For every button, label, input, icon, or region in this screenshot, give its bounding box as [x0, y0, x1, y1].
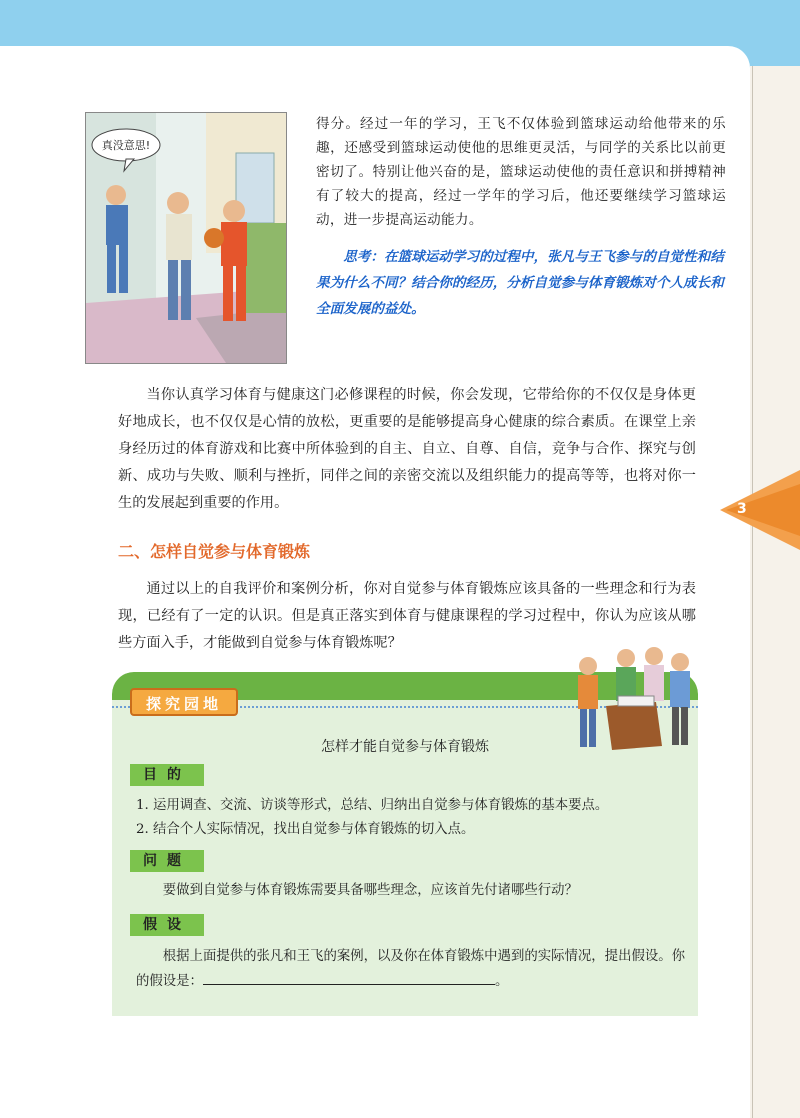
explore-title: 怎样才能自觉参与体育锻炼	[321, 739, 489, 755]
spine-line	[752, 66, 753, 1118]
purpose-label: 目的	[130, 764, 204, 786]
explore-badge: 探究园地	[130, 688, 238, 716]
hypothesis-prompt: 根据上面提供的张凡和王飞的案例，以及你在体育锻炼中遇到的实际情况，提出假设。你的假设是：	[136, 949, 686, 989]
hypothesis-end: 。	[494, 974, 509, 989]
purpose-item-1: 1. 运用调查、交流、访谈等形式，总结、归纳出自觉参与体育锻炼的基本要点。	[136, 798, 609, 813]
question-label: 问题	[130, 850, 204, 872]
question-text: 要做到自觉参与体育锻炼需要具备哪些理念，应该首先付诸哪些行动？	[162, 883, 578, 898]
illustration-students-walking	[85, 112, 287, 364]
purpose-item-2: 2. 结合个人实际情况，找出自觉参与体育锻炼的切入点。	[136, 822, 475, 837]
page-spine	[750, 66, 800, 1118]
hypothesis-text	[136, 944, 692, 994]
illustration-group-discussion	[566, 636, 696, 754]
section-title: 二、怎样自觉参与体育锻炼	[118, 542, 311, 561]
body-paragraph-2: 通过以上的自我评价和案例分析，你对自觉参与体育锻炼应该具备的一些理念和行为表现，已经有了一定的认识。但是真正落实到体育与健康课程的学习过程中，你认为应该从哪些方面入手，才能做到自觉参与体育锻炼呢？	[118, 581, 696, 651]
hypothesis-label: 假设	[130, 914, 204, 936]
illustration-drawing	[86, 113, 286, 363]
think-prompt: 思考：在篮球运动学习的过程中，张凡与王飞参与的自觉性和结果为什么不同？结合你的经历，分析自觉参与体育锻炼对个人成长和全面发展的益处。	[316, 249, 724, 317]
hypothesis-blank[interactable]	[203, 972, 495, 985]
top-paragraph: 得分。经过一年的学习，王飞不仅体验到篮球运动给他带来的乐趣，还感受到篮球运动使他的思维更灵活，与同学的关系比以前更密切了。特别让他兴奋的是，篮球运动使他的责任意识和拼搏精神有了较大的提高，经过一学年的学习后，他还要继续学习篮球运动，进一步提高运动能力。	[316, 116, 726, 228]
page-number: 3	[737, 501, 747, 517]
speech-bubble-text: 真没意思!	[101, 139, 151, 152]
page-number-tab	[720, 470, 800, 550]
body-paragraph-1: 当你认真学习体育与健康这门必修课程的时候，你会发现，它带给你的不仅仅是身体更好地成长，也不仅仅是心情的放松，更重要的是能够提高身心健康的综合素质。在课堂上亲身经历过的体育游戏和比赛中所体验到的自主、自立、自尊、自信，竞争与合作、探究与创新、成功与失败、顺利与挫折，同伴之间的亲密交流以及组织能力的提高等等，也将对你一生的发展起到重要的作用。	[118, 387, 696, 511]
